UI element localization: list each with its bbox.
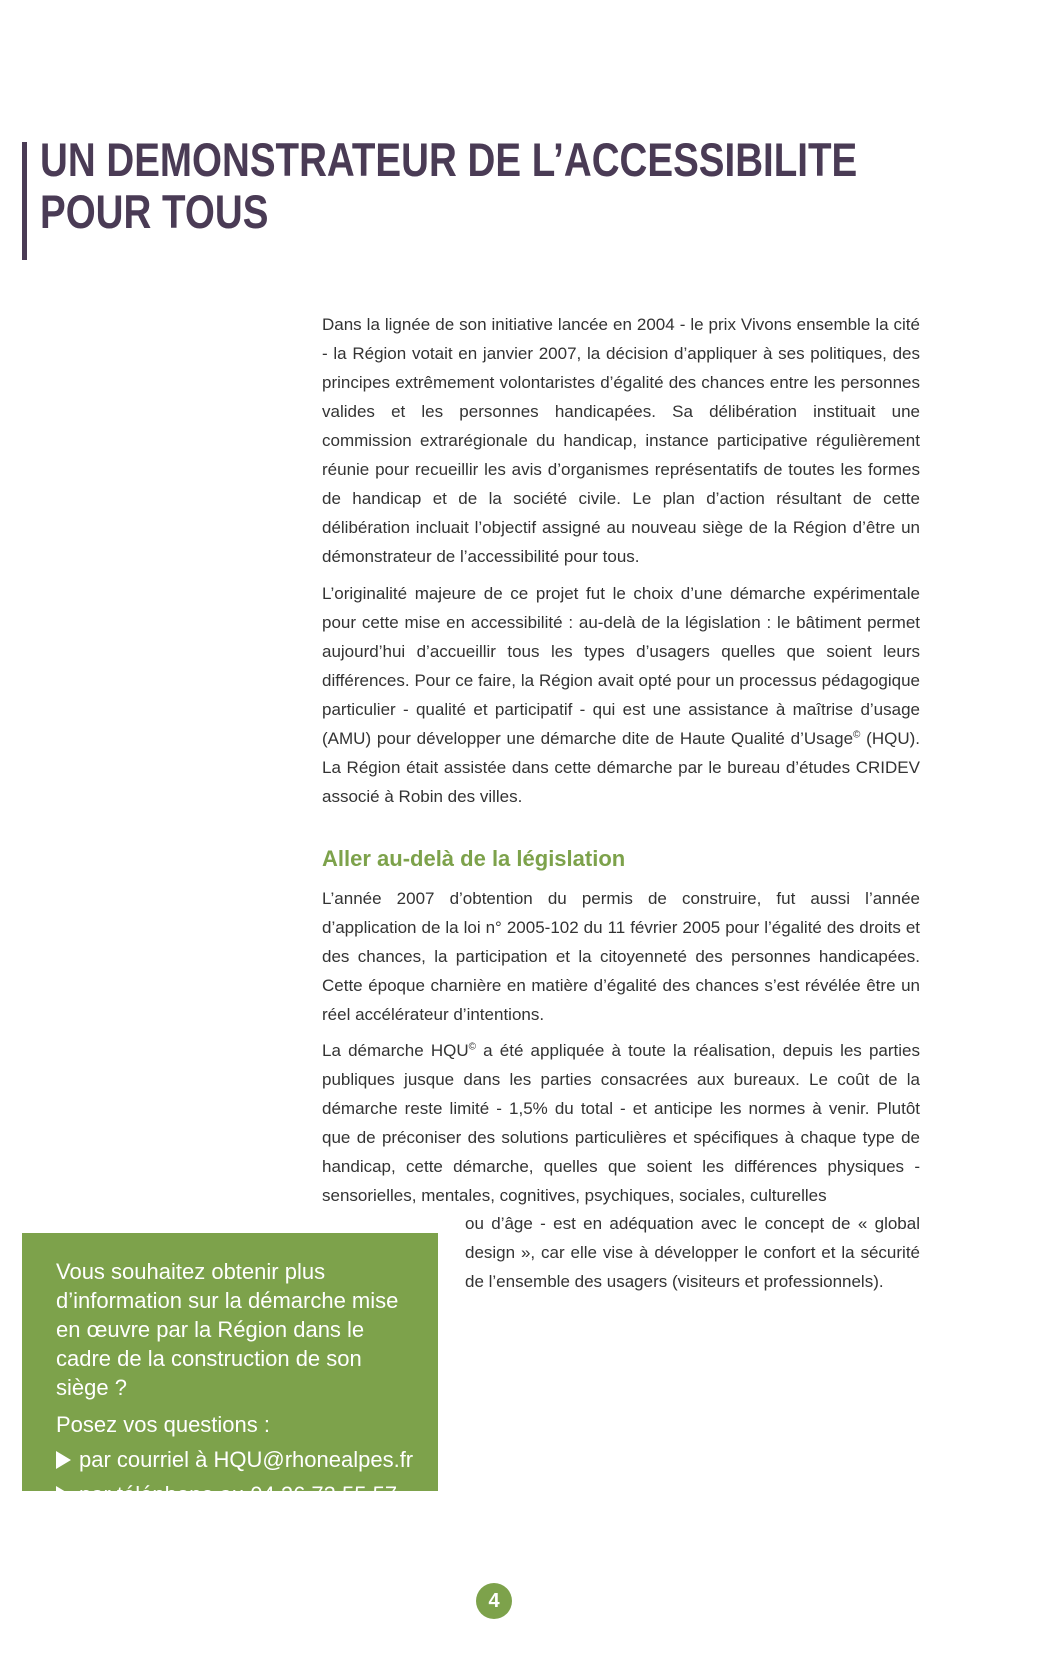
body-paragraph-4-block [322, 1036, 920, 1216]
body-paragraph-4 [322, 1036, 920, 1210]
page-title [40, 133, 858, 238]
body-paragraph-3-block [322, 884, 920, 1035]
phone-contact-text[interactable]: par téléphone au 04 26 73 55 57 [79, 1482, 398, 1507]
section-subheading: Aller au-delà de la législation [322, 846, 626, 871]
body-paragraph-4-part-a: La démarche HQU [322, 1041, 469, 1060]
contact-info-box [22, 1233, 438, 1507]
page-title-line-2: POUR TOUS [40, 185, 269, 238]
title-accent-bar [22, 142, 27, 260]
info-ask: Posez vos questions : [56, 1412, 271, 1437]
body-paragraph-2-part-a: L’originalité majeure de ce projet fut le choix d’une démarche expérimentale pour cette mise en accessibilité : au-delà de la législation : le bâtiment permet aujourd’hui d’accueillir tous les types d’usagers quelles que soient leurs différences. Pour ce faire, la Région avait opté pour un processus pédagogique particulier - qualité et participatif - qui est une assistance à maîtrise d’usage (AMU) pour développer une démarche dite de Haute Qualité d’Usage [322, 584, 920, 748]
email-contact-line [56, 1445, 418, 1474]
body-paragraph-2-part-b: (HQU). La Région était assistée dans cette démarche par le bureau d’études CRIDEV associé à Robin des villes. [322, 729, 920, 806]
body-paragraph-5: ou d’âge - est en adéquation avec le concept de « global design », car elle vise à développer le confort et la sécurité de l’ensemble des usagers (visiteurs et professionnels). [465, 1214, 920, 1291]
body-paragraph-1-block [322, 310, 920, 577]
body-paragraph-1: Dans la lignée de son initiative lancée en 2004 - le prix Vivons ensemble la cité - la Région votait en janvier 2007, la décision d’appliquer à ses politiques, des principes extrêmement volontaristes d’égalité des chances entre les personnes valides et les personnes handicapées. Sa délibération instituait une commission extrarégionale du handicap, instance participative régulièrement réunie pour recueillir les avis d’organismes représentatifs de toutes les formes de handicap et de la société civile. Le plan d’action résultant de cette délibération incluait l’objectif assigné au nouveau siège de la Région d’être un démonstrateur de l’accessibilité pour tous. [322, 315, 920, 566]
body-paragraph-5-block [465, 1209, 920, 1296]
triangle-bullet-icon [56, 1486, 71, 1504]
copyright-mark-2: © [468, 1041, 476, 1053]
info-question: Vous souhaitez obtenir plus d’information sur la démarche mise en œuvre par la Région dans le cadre de la construction de son siège ? [56, 1259, 399, 1400]
copyright-mark: © [853, 729, 861, 741]
body-paragraph-2 [322, 579, 920, 811]
email-contact-text[interactable]: par courriel à HQU@rhonealpes.fr [79, 1447, 414, 1472]
page-number: 4 [476, 1583, 512, 1619]
body-paragraph-4-part-b: a été appliquée à toute la réalisation, depuis les parties publiques jusque dans les parties consacrées aux bureaux. Le coût de la démarche reste limité - 1,5% du total - et anticipe les normes à venir. Plutôt que de préconiser des solutions particulières et spécifiques à chaque type de handicap, cette démarche, quelles que soient les différences physiques - sensorielles, mentales, cognitives, psychiques, sociales, culturelles [322, 1041, 920, 1205]
page-title-line-1: UN DEMONSTRATEUR DE L’ACCESSIBILITE [40, 133, 858, 186]
body-paragraph-2-block [322, 579, 920, 817]
body-paragraph-3: L’année 2007 d’obtention du permis de construire, fut aussi l’année d’application de la loi n° 2005-102 du 11 février 2005 pour l’égalité des droits et des chances, la participation et la citoyenneté des personnes handicapées. Cette époque charnière en matière d’égalité des chances s’est révélée être un réel accélérateur d’intentions. [322, 889, 920, 1024]
phone-contact-line [56, 1480, 418, 1509]
triangle-bullet-icon [56, 1451, 71, 1469]
